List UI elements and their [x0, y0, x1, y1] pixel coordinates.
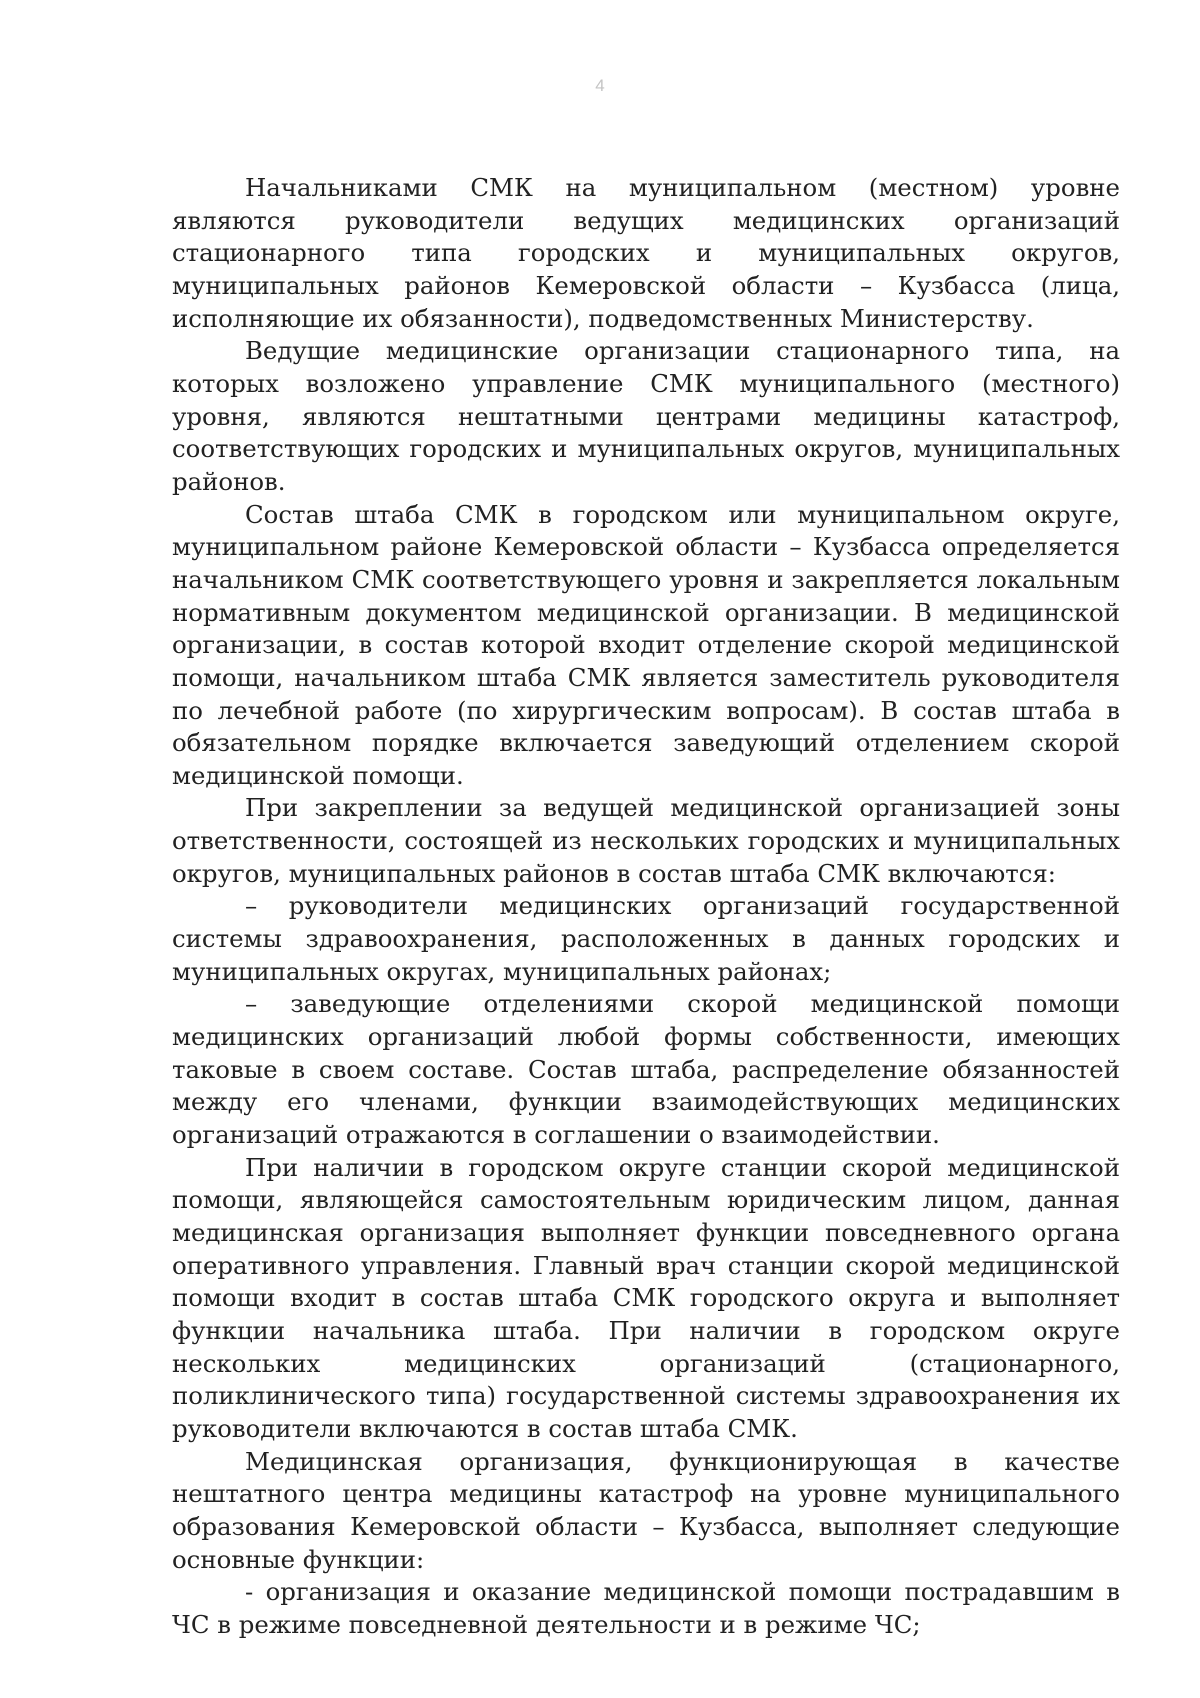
- paragraph: Ведущие медицинские организации стационарного типа, на которых возложено управление СМК муниципального (местного) уровня, являются нештатными центрами медицины катастроф, соответствующих городских и муниципальных округов, муниципальных районов.: [172, 336, 1120, 496]
- list-item: – руководители медицинских организаций государственной системы здравоохранения, расположенных в данных городских и муниципальных округах, муниципальных районах;: [172, 891, 1120, 986]
- list-item: – заведующие отделениями скорой медицинской помощи медицинских организаций любой формы собственности, имеющих таковые в своем составе. Состав штаба, распределение обязанностей между его членами, функции взаимодействующих медицинских организаций отражаются в соглашении о взаимодействии.: [172, 989, 1120, 1150]
- document-body: [172, 172, 1120, 1642]
- paragraph: При наличии в городском округе станции скорой медицинской помощи, являющейся самостоятельным юридическим лицом, данная медицинская организация выполняет функции повседневного органа оперативного управления. Главный врач станции скорой медицинской помощи входит в состав штаба СМК городского округа и выполняет функции начальника штаба. При наличии в городском округе нескольких медицинских организаций (стационарного, поликлинического типа) государственной системы здравоохранения их руководители включаются в состав штаба СМК.: [172, 1152, 1120, 1443]
- paragraph: Состав штаба СМК в городском или муниципальном округе, муниципальном районе Кемеровской области – Кузбасса определяется начальником СМК соответствующего уровня и закрепляется локальным нормативным документом медицинской организации. В медицинской организации, в состав которой входит отделение скорой медицинской помощи, начальником штаба СМК является заместитель руководителя по лечебной работе (по хирургическим вопросам). В состав штаба в обязательном порядке включается заведующий отделением скорой медицинской помощи.: [172, 499, 1120, 790]
- paragraph: Начальниками СМК на муниципальном (местном) уровне являются руководители ведущих медицинских организаций стационарного типа городских и муниципальных округов, муниципальных районов Кемеровской области – Кузбасса (лица, исполняющие их обязанности), подведомственных Министерству.: [172, 173, 1120, 333]
- list-item: - организация и оказание медицинской помощи пострадавшим в ЧС в режиме повседневной деятельности и в режиме ЧС;: [172, 1577, 1120, 1639]
- page-number: 4: [595, 76, 605, 95]
- paragraph: Медицинская организация, функционирующая в качестве нештатного центра медицины катастроф на уровне муниципального образования Кемеровской области – Кузбасса, выполняет следующие основные функции:: [172, 1446, 1120, 1574]
- paragraph: При закреплении за ведущей медицинской организацией зоны ответственности, состоящей из нескольких городских и муниципальных округов, муниципальных районов в состав штаба СМК включаются:: [172, 793, 1120, 888]
